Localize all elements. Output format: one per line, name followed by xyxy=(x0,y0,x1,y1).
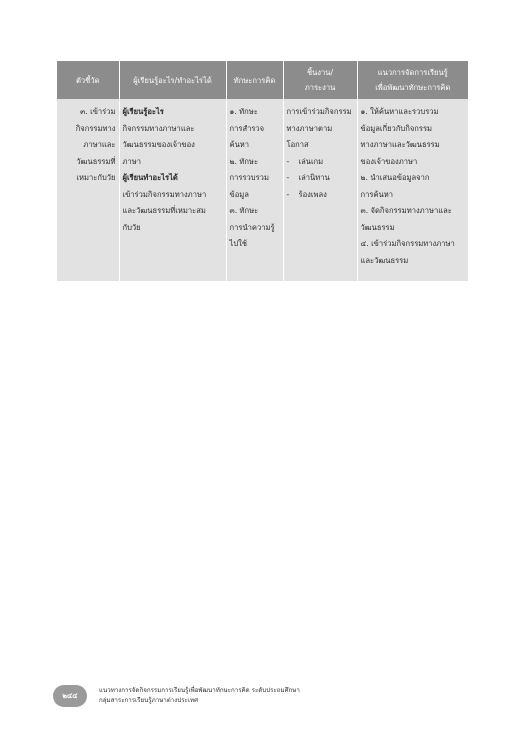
skill-line: ๓. ทักษะ xyxy=(229,206,259,215)
approach-line: ข้อมูลเกี่ยวกับกิจกรรม xyxy=(360,123,433,133)
cell-workpiece xyxy=(283,99,357,281)
cell-teaching-approach xyxy=(357,99,468,281)
approach-line: ๒. นำเสนอข้อมูลจาก xyxy=(360,173,430,182)
skill-line: ค้นหา xyxy=(229,140,250,149)
learn-know-line: ภาษา xyxy=(122,156,142,166)
cell-indicator xyxy=(57,99,119,281)
learn-do-line: และวัฒนธรรมที่เหมาะสม xyxy=(122,206,206,215)
table-row xyxy=(57,99,468,281)
footer-text xyxy=(99,686,300,706)
learn-know-heading: ผู้เรียนรู้อะไร xyxy=(122,107,164,116)
work-intro-line: โอกาส xyxy=(286,140,309,149)
approach-line: ๔. เข้าร่วมกิจกรรมทางภาษา xyxy=(360,239,455,248)
indicator-line: วัฒนธรรมที่ xyxy=(76,156,116,166)
approach-line: การค้นหา xyxy=(360,189,393,199)
learn-know-line: กิจกรรมทางภาษาและ xyxy=(122,123,195,133)
skill-line: ๑. ทักษะ xyxy=(229,107,258,116)
work-item: - เล่นเกม xyxy=(287,154,354,171)
work-item: - ร้องเพลง xyxy=(287,187,354,204)
indicator-line: ภาษาและ xyxy=(83,140,116,149)
page-number: ๒๔๔ xyxy=(62,691,78,700)
page-number-badge xyxy=(53,685,87,707)
skill-line: ไปใช้ xyxy=(229,239,248,248)
cell-learning-outcome xyxy=(119,99,226,281)
work-intro-line: ทางภาษาตาม xyxy=(286,123,333,133)
footer-line-1: แนวทางการจัดกิจกรรมการเรียนรู้เพื่อพัฒนาทักษะการคิด ระดับประถมศึกษา xyxy=(99,687,300,694)
learn-do-heading: ผู้เรียนทำอะไรได้ xyxy=(122,173,178,182)
header-workpiece: ชิ้นงาน/ ภาระงาน xyxy=(283,61,357,99)
approach-line: วัฒนธรรม xyxy=(360,222,395,232)
cell-thinking-skills xyxy=(226,99,283,281)
approach-line: ๑. ให้ค้นหาและรวบรวม xyxy=(360,107,439,116)
work-item: - เล่านิทาน xyxy=(287,170,354,187)
skill-line: ๒. ทักษะ xyxy=(229,156,259,166)
header-thinking-skills: ทักษะการคิด xyxy=(226,61,283,99)
learn-do-line: เข้าร่วมกิจกรรมทางภาษา xyxy=(122,189,207,199)
indicator-line: เหมาะกับวัย xyxy=(76,173,116,182)
learn-do-line: กับวัย xyxy=(122,222,141,232)
header-teaching-approach: แนวการจัดการเรียนรู้ เพื่อพัฒนาทักษะการคิด xyxy=(357,61,468,99)
skill-line: การรวบรวม xyxy=(229,173,269,182)
approach-line: ของเจ้าของภาษา xyxy=(360,156,418,166)
approach-line: ๓. จัดกิจกรรมทางภาษาและ xyxy=(360,206,452,215)
skill-line: การสำรวจ xyxy=(229,123,265,133)
skill-line: ข้อมูล xyxy=(229,189,249,199)
footer-line-2: กลุ่มสาระการเรียนรู้ภาษาต่างประเทศ xyxy=(99,697,198,704)
indicator-line: ๓. เข้าร่วม xyxy=(80,107,116,116)
approach-line: ทางภาษาและวัฒนธรรม xyxy=(360,140,440,149)
header-indicator: ตัวชี้วัด xyxy=(57,61,119,99)
work-intro-line: การเข้าร่วมกิจกรรม xyxy=(286,107,352,116)
curriculum-table xyxy=(57,61,468,281)
table-header-row xyxy=(57,61,468,99)
skill-line: การนำความรู้ xyxy=(229,222,275,232)
indicator-line: กิจกรรมทาง xyxy=(75,123,116,133)
header-learning-outcome: ผู้เรียนรู้อะไร/ทำอะไรได้ xyxy=(119,61,226,99)
learn-know-line: วัฒนธรรมของเจ้าของ xyxy=(122,140,195,149)
approach-line: และวัฒนธรรม xyxy=(360,255,409,265)
